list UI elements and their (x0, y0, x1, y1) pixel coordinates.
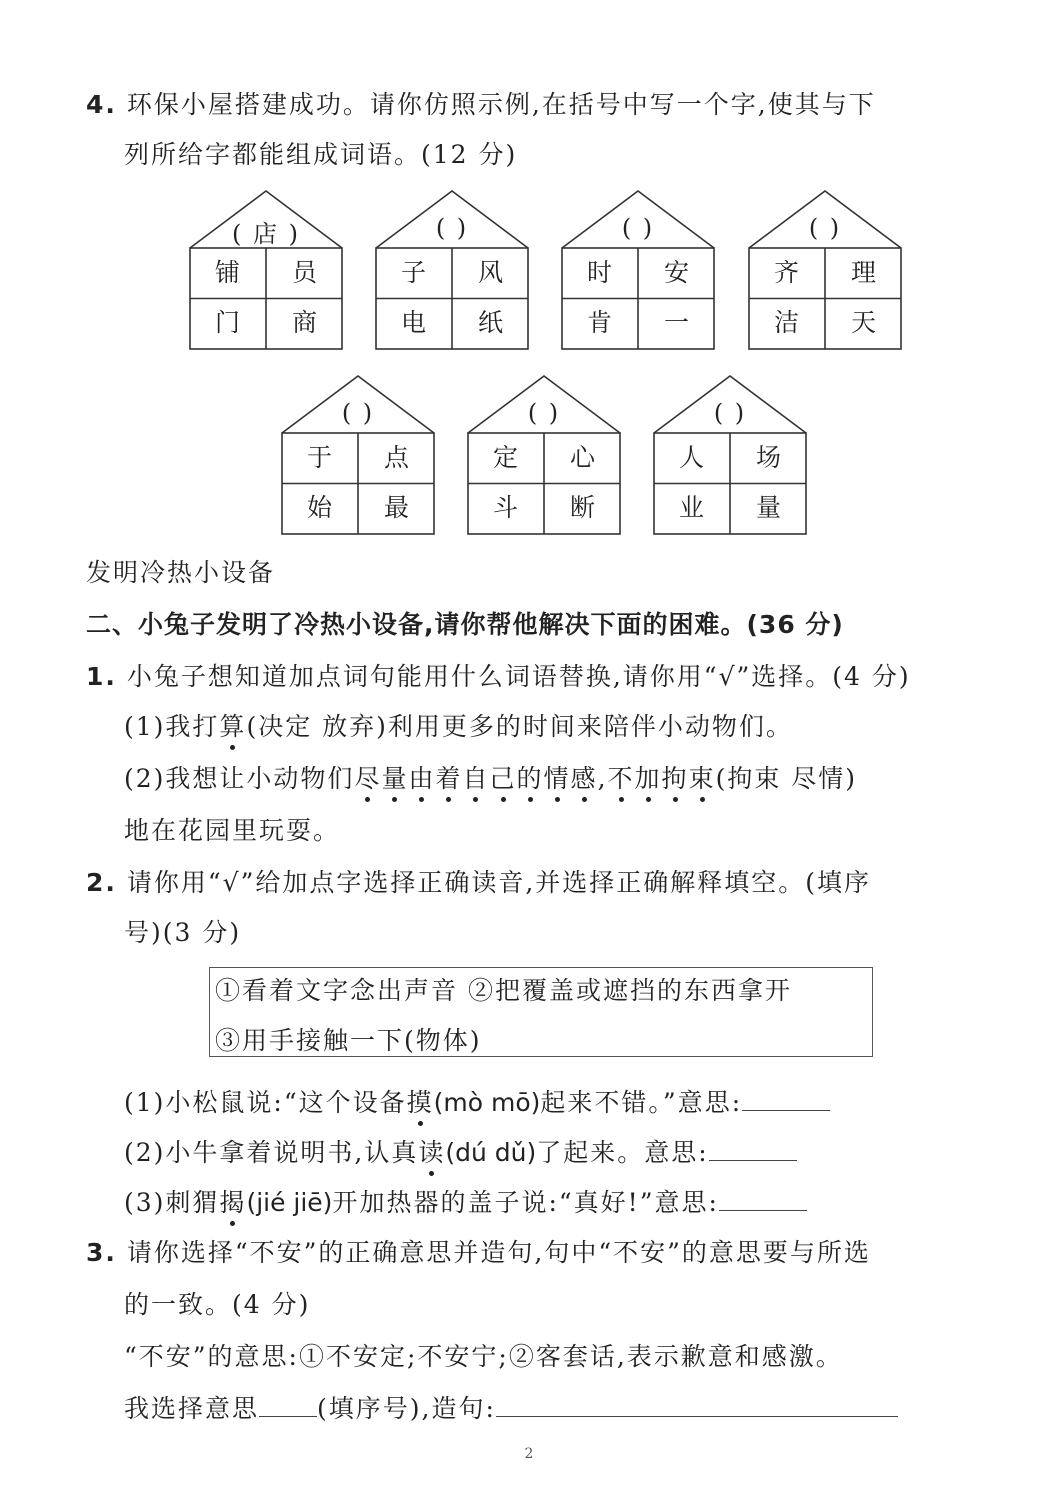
house-cell: 风 (477, 258, 503, 287)
q1-sentence-2-cont: 地在花园里玩耍。 (124, 816, 341, 845)
word-house (189, 190, 343, 350)
q2-text-line1: 2. 请你用“√”给加点字选择正确读音,并选择正确解释填空。(填序 (86, 868, 872, 897)
house-cell: 一 (663, 308, 689, 337)
q4-number: 4 (86, 90, 106, 119)
house-roof-blank[interactable]: ( ) (435, 214, 469, 242)
dotted-char: , (597, 764, 608, 793)
house-cell: 齐 (773, 258, 799, 287)
dotted-char: 己 (490, 762, 517, 796)
house-roof-blank[interactable]: ( ) (527, 399, 561, 427)
q3-text-line1: 3. 请你选择“不安”的正确意思并造句,句中“不安”的意思要与所选 (86, 1238, 871, 1267)
dotted-char: 情 (544, 762, 571, 796)
page-number: 2 (524, 1446, 534, 1462)
dotted-char: 尽 (354, 762, 381, 796)
q2-item-1: (1)小松鼠说:“这个设备摸(mò mō)起来不错。”意思: (124, 1084, 830, 1120)
house-cell: 安 (663, 258, 689, 287)
dotted-char: 感 (571, 762, 598, 796)
word-house (281, 375, 435, 535)
answer-blank[interactable] (709, 1134, 797, 1161)
q3-text-line2: 的一致。(4 分) (124, 1290, 311, 1319)
dotted-char: 不 (608, 762, 635, 796)
q4-text-line1: 4. 环保小屋搭建成功。请你仿照示例,在括号中写一个字,使其与下 (86, 90, 876, 119)
dotted-char: 着 (435, 762, 462, 796)
house-cell: 时 (586, 258, 612, 287)
q2-item-3: (3)刺猬揭(jié jiē)开加热器的盖子说:“真好!”意思: (124, 1184, 807, 1220)
house-cell: 心 (569, 443, 595, 472)
q1-text: 1. 小兔子想知道加点词句能用什么词语替换,请你用“√”选择。(4 分) (86, 662, 911, 691)
q4-text-line2: 列所给字都能组成词语。(12 分) (124, 140, 518, 169)
dotted-char: 的 (517, 762, 544, 796)
word-house (653, 375, 807, 535)
word-house (375, 190, 529, 350)
house-cell: 洁 (773, 308, 799, 337)
house-cell: 天 (850, 308, 876, 337)
house-roof-blank[interactable]: ( ) (808, 214, 842, 242)
answer-blank[interactable] (742, 1084, 830, 1111)
house-roof-blank[interactable]: ( ) (341, 399, 375, 427)
q3-answer-line: 我选择意思 (填序号),造句: (124, 1390, 898, 1426)
house-cell: 量 (755, 493, 781, 522)
dotted-char: 算 (219, 710, 246, 744)
word-house (561, 190, 715, 350)
word-house (467, 375, 621, 535)
q1-sentence-1: (1)我打算(决定 放弃)利用更多的时间来陪伴小动物们。 (124, 710, 793, 744)
house-cell: 电 (400, 308, 426, 337)
house-roof-blank[interactable]: ( 店 ) (232, 220, 300, 248)
house-cell: 纸 (477, 308, 503, 337)
house-cell: 最 (383, 493, 409, 522)
q1-sentence-2: (2)我想让小动物们尽量由着自己的情感,不加拘束(拘束 尽情) (124, 762, 857, 796)
house-cell: 门 (214, 308, 240, 337)
dotted-char: 由 (408, 762, 435, 796)
house-cell: 理 (850, 258, 876, 287)
house-cell: 人 (678, 443, 704, 472)
house-roof-blank[interactable]: ( ) (621, 214, 655, 242)
house-cell: 点 (383, 443, 409, 472)
dotted-char: 拘 (662, 762, 689, 796)
house-cell: 业 (678, 493, 704, 522)
house-cell: 子 (400, 258, 426, 287)
house-cell: 肯 (586, 308, 612, 337)
house-cell: 始 (306, 493, 332, 522)
section-heading: 发明冷热小设备 (86, 558, 276, 587)
word-house (748, 190, 902, 350)
q2-text-line2: 号)(3 分) (124, 918, 242, 947)
section-title: 二、小兔子发明了冷热小设备,请你帮他解决下面的困难。(36 分) (86, 610, 844, 639)
house-cell: 铺 (214, 258, 240, 287)
dotted-char: 自 (462, 762, 489, 796)
sentence-blank[interactable] (496, 1390, 898, 1417)
dotted-char: 束 (689, 762, 716, 796)
house-cell: 于 (306, 443, 332, 472)
house-cell: 员 (291, 258, 317, 287)
house-roof-blank[interactable]: ( ) (713, 399, 747, 427)
q2-item-2: (2)小牛拿着说明书,认真读(dú dǔ)了起来。意思: (124, 1134, 797, 1170)
dotted-char: 加 (635, 762, 662, 796)
dotted-char: 量 (381, 762, 408, 796)
answer-blank[interactable] (259, 1390, 317, 1417)
house-cell: 断 (569, 493, 595, 522)
house-cell: 商 (291, 308, 317, 337)
answer-blank[interactable] (719, 1184, 807, 1211)
house-cell: 定 (492, 443, 518, 472)
meaning-options-line2: ③用手接触一下(物体) (215, 1026, 482, 1055)
house-cell: 场 (755, 443, 781, 472)
meaning-options-line1: ①看着文字念出声音 ②把覆盖或遮挡的东西拿开 (215, 976, 792, 1005)
q3-meanings: “不安”的意思:①不安定;不安宁;②客套话,表示歉意和感激。 (124, 1342, 843, 1371)
house-cell: 斗 (492, 493, 518, 522)
